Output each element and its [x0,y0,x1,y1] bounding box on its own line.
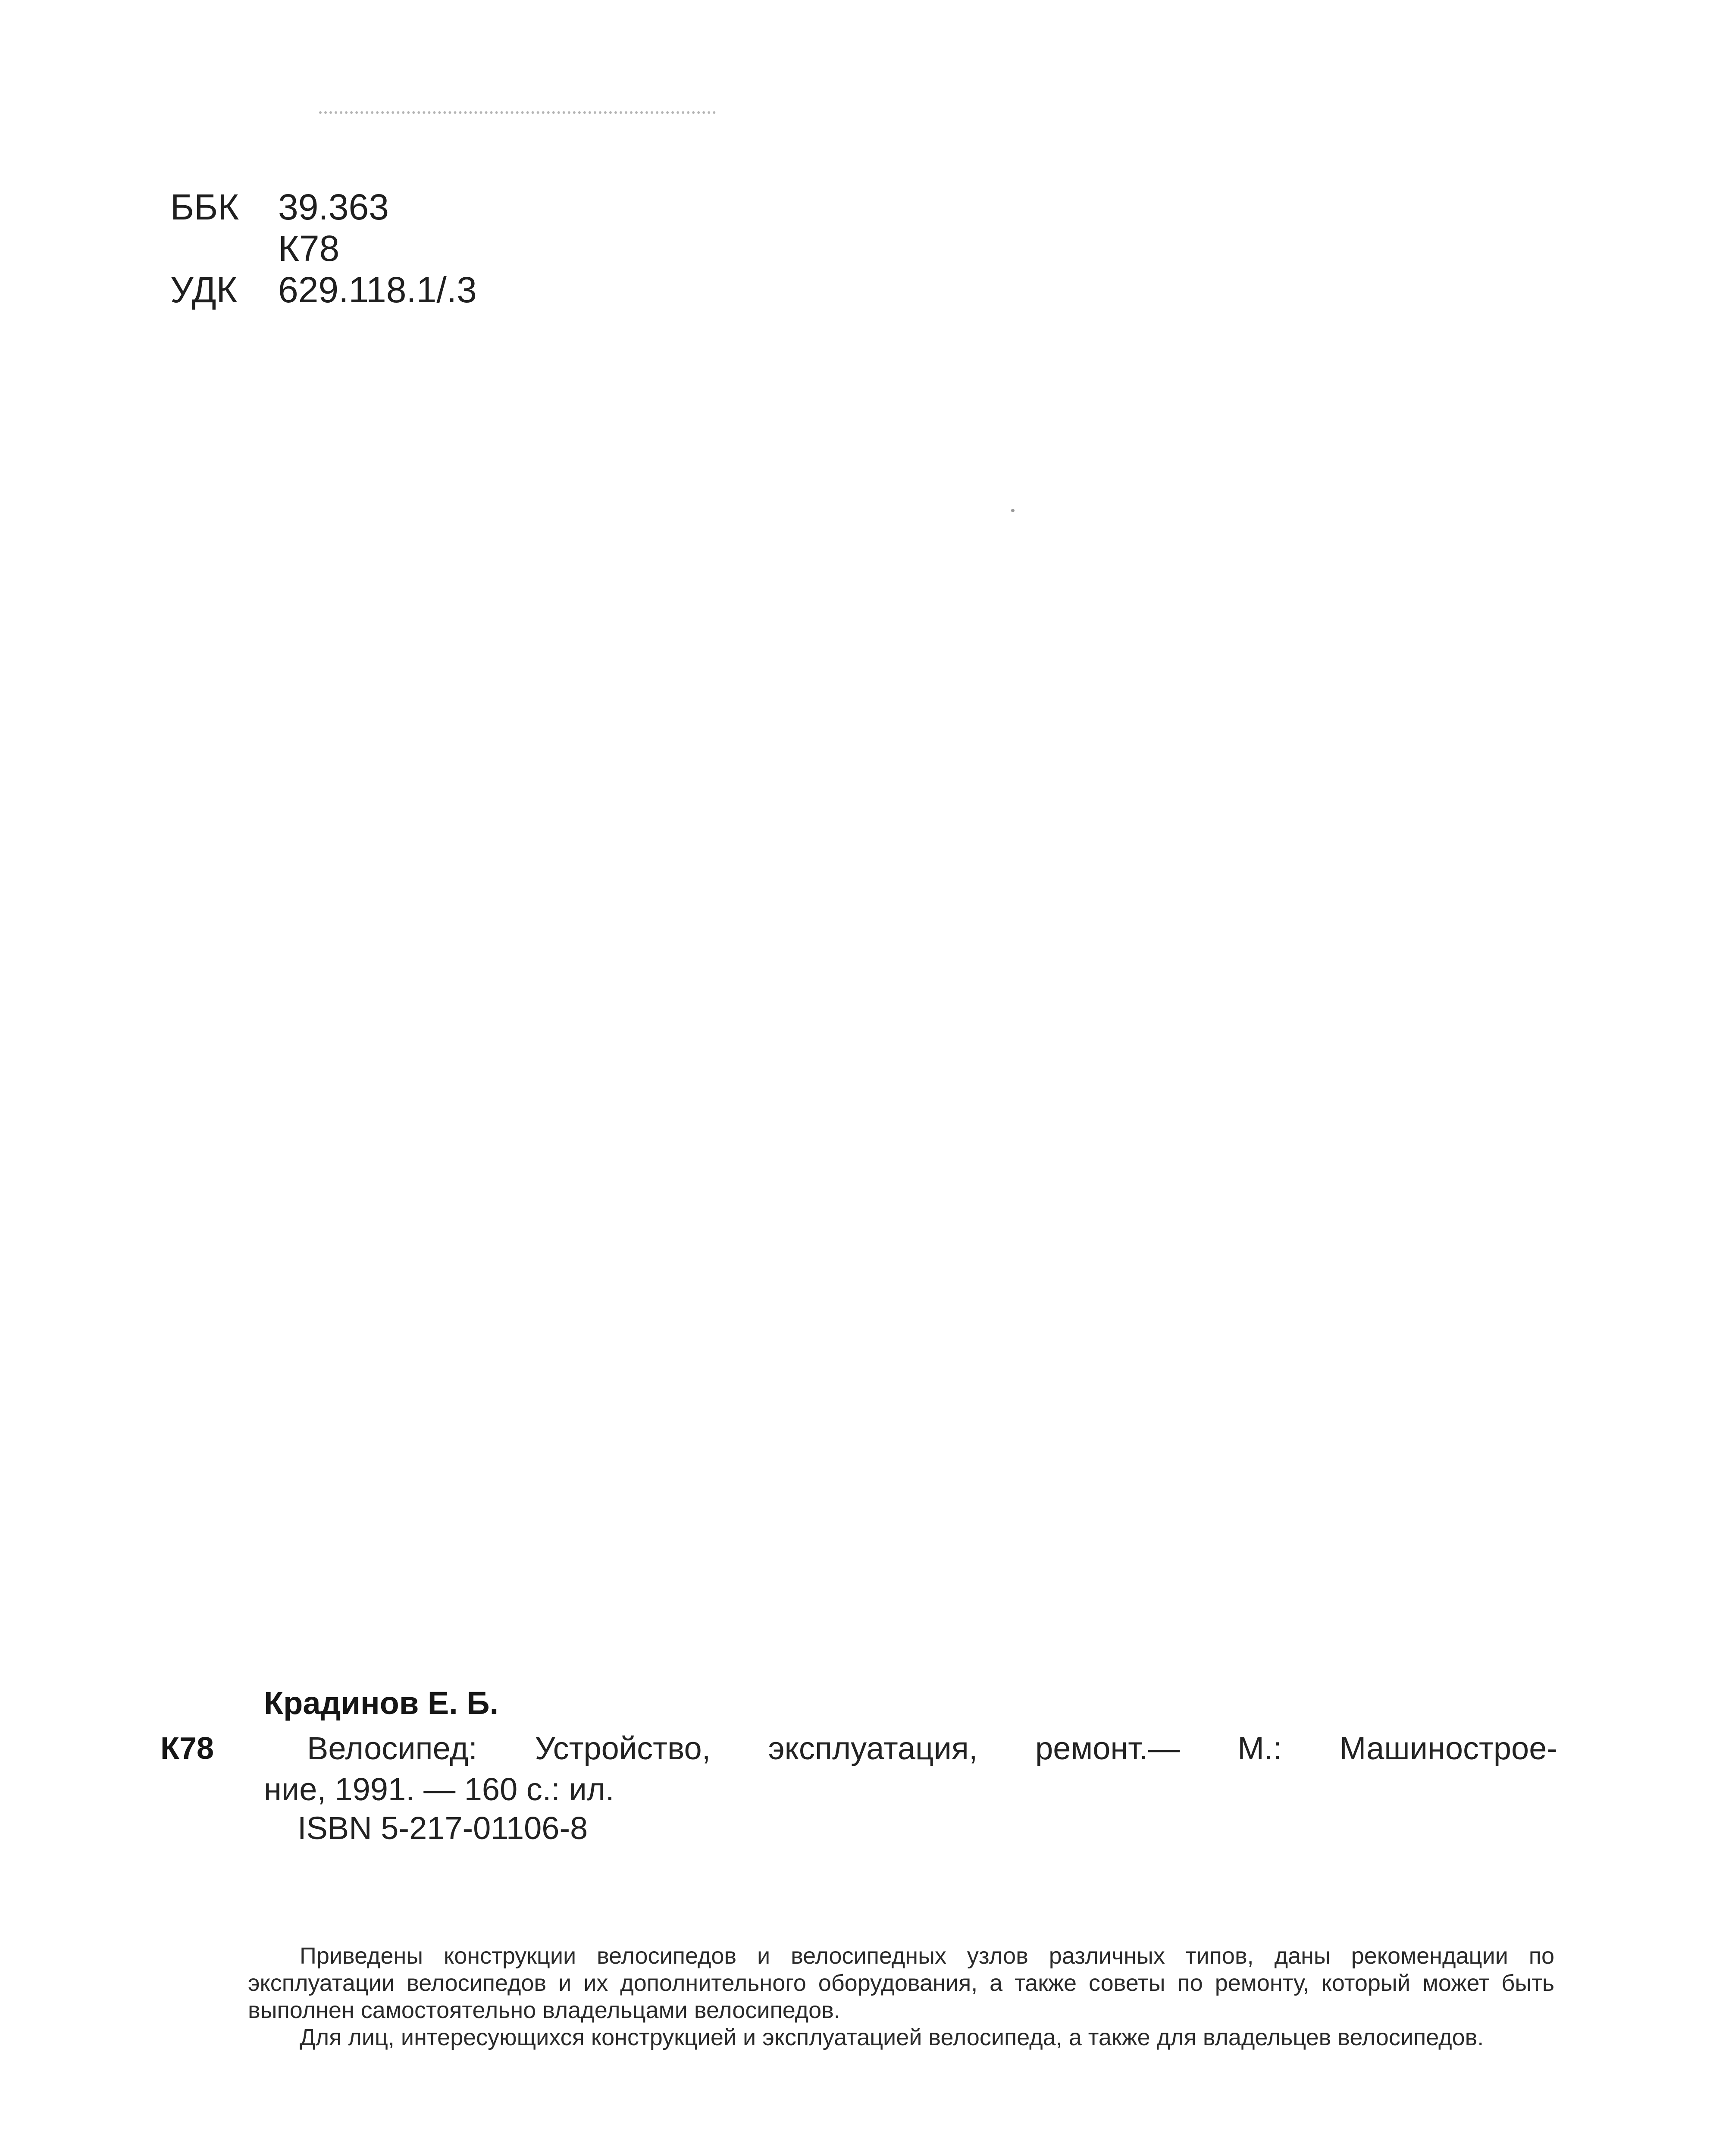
bib-author-mark: К78 [160,1731,214,1766]
bbk-label: ББК [170,187,239,227]
udk-label: УДК [170,270,238,310]
classification-index-block [170,186,477,310]
scan-artifact-rule [319,111,716,114]
udk-value: 629.118.1/.3 [278,270,477,310]
scan-artifact-speck [1011,509,1015,512]
annotation-block [248,1943,1554,2051]
annotation-paragraph-2: Для лиц, интересующихся конструкцией и эксплуатацией велосипеда, а также для владельцев велосипедов. [300,2024,1484,2050]
author-name: Крадинов Е. Б. [264,1685,499,1721]
udk-row [170,269,477,310]
author-mark: К78 [278,228,340,269]
bbk-row [170,186,477,228]
bib-description-line-1: Велосипед: Устройство, эксплуатация, ремонт.— М.: Машинострое- [307,1730,1557,1766]
author-mark-row [170,228,477,269]
annotation-paragraph-1: Приведены конструкции велосипедов и велосипедных узлов различных типов, даны рекомендации по эксплуатации велосипедов и их дополнительного оборудования, а также советы по ремонту, который может быть выполнен самостоятельно владельцами велосипедов. [248,1943,1554,2023]
bbk-value: 39.363 [278,187,389,227]
bib-description-line-2: ние, 1991. — 160 с.: ил. [264,1771,614,1807]
bib-isbn: ISBN 5-217-01106-8 [298,1810,588,1846]
